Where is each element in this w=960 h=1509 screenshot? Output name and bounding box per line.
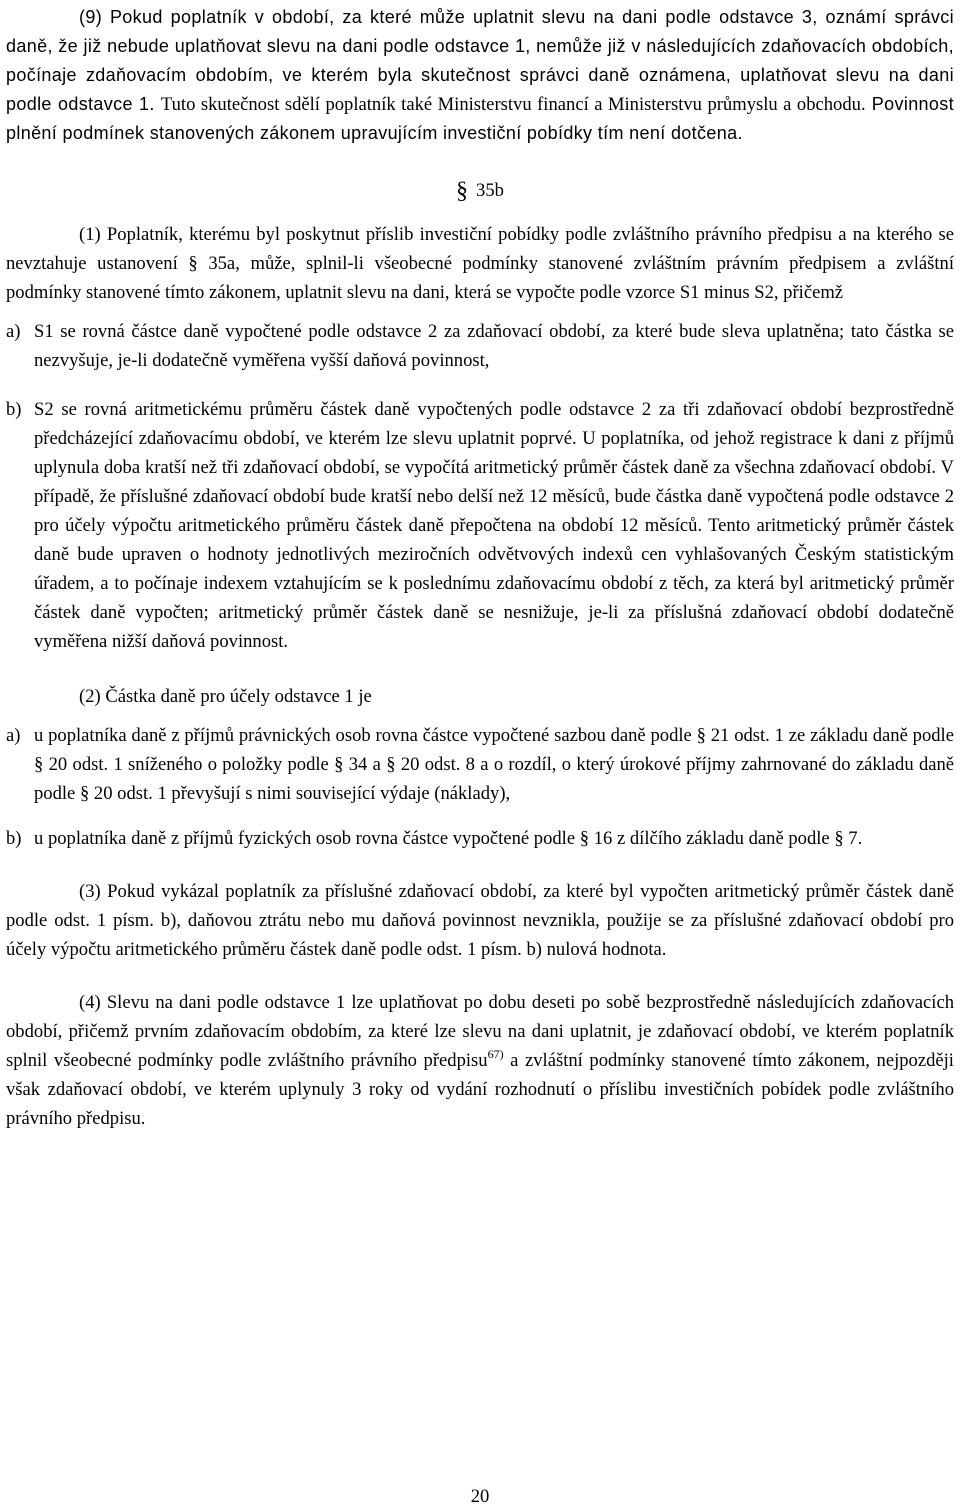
section-reference: § 35a <box>188 253 236 274</box>
paragraph-9 <box>6 3 954 148</box>
list-item <box>6 395 954 656</box>
paragraph-4 <box>6 988 954 1133</box>
section-reference: § 21 <box>696 725 730 746</box>
paragraph-3: (3) Pokud vykázal poplatník za příslušné zdaňovací období, za které byl vypočten aritmetický průměr částek daně podle odst. 1 písm. b), daňovou ztrátu nebo mu daňová povinnost nevznikla, použije se za příslušné zdaňovací období pro účely výpočtu aritmetického průměru částek daně podle odst. 1 písm. b) nulová hodnota. <box>6 881 954 960</box>
section-reference: § 16 <box>579 828 613 849</box>
list-item-text: S2 se rovná aritmetickému průměru částek daně vypočtených podle odstavce 2 za tři zdaňovací období bezprostředně předcházející zdaňovacímu období, ve kterém lze slevu uplatnit poprvé. U poplatníka, od jehož registrace k dani z příjmů uplynula doba kratší než tři zdaňovací období, se vypočítá aritmetický průměr částek daně za všechna zdaňovací období. V případě, že příslušné zdaňovací období bude kratší nebo delší než 12 měsíců, bude částka daně vypočtená podle odstavce 2 pro účely výpočtu aritmetického průměru částek daně přepočtena na období 12 měsíců. Tento aritmetický průměr částek daně bude upraven o hodnoty jednotlivých meziročních odvětvových indexů cen vyhlašovaných Českým statistickým úřadem, a to počínaje indexem vztahujícím se k poslednímu zdaňovacímu období z těch, za která byl aritmetický průměr částek daně vypočten; aritmetický průměr částek daně se nesnižuje, je-li za příslušná zdaňovací období dodatečně vyměřena nižší daňová povinnost. <box>34 399 954 652</box>
list-item-text: S1 se rovná částce daně vypočtené podle odstavce 2 za zdaňovací období, za které bude sleva uplatněna; tato částka se nezvyšuje, je-li dodatečně vyměřena vyšší daňová povinnost, <box>34 321 954 371</box>
paragraph-4-text-a: (4) Slevu na dani podle odstavce 1 lze uplatňovat po dobu deseti po sobě bezprostředně následujících zdaňovacích období, přičemž prvním zdaňovacím obdobím, za které lze slevu na dani uplatnit, je zdaňovací období, ve kterém poplatník splnil všeobecné podmínky podle zvláštního právního předpisu <box>6 992 954 1071</box>
list-item-text: u poplatníka daně z příjmů fyzických osob rovna částce vypočtené podle § 16 z dílčího základu daně podle § 7. <box>34 828 863 849</box>
paragraph-1-text-b: , může, splnil-li všeobecné podmínky stanovené zvláštním právním předpisem a zvláštní podmínky stanovené tímto zákonem, uplatnit slevu na dani, která se vypočte podle vzorce S1 minus S2, přičemž <box>6 253 955 303</box>
section-reference: § 7 <box>834 828 858 849</box>
paragraph-9-tail: Tuto skutečnost sdělí poplatník také Ministerstvu financí a Ministerstvu průmyslu a obchodu. <box>160 94 866 115</box>
list-item-label: a) <box>6 725 21 746</box>
list-item <box>6 721 954 808</box>
section-number: 35b <box>476 180 504 201</box>
paragraph-9-text: (9) Pokud poplatník v období, za které může uplatnit slevu na dani podle odstavce 3, oznámí správci daně, že již nebude uplatňovat slevu na dani podle odstavce 1, nemůže již v následujících zdaňovacích obdobích, počínaje zdaňovacím obdobím, ve kterém byla skutečnost správci daně oznámena, uplatňovat slevu na dani podle odstavce 1. <box>6 7 954 114</box>
paragraph-1-text-a: (1) Poplatník, kterému byl poskytnut příslib investiční pobídky podle zvláštního právního předpisu a na kterého se nevztahuje ustanovení <box>6 224 954 274</box>
list-item-label: b) <box>6 828 22 849</box>
list-item <box>6 824 954 853</box>
section-reference: § 20 <box>79 783 113 804</box>
section-reference: § 34 <box>334 754 368 775</box>
page-number: 20 <box>470 1486 490 1507</box>
paragraph-2-intro: (2) Částka daně pro účely odstavce 1 je <box>79 686 372 707</box>
section-heading <box>6 176 954 206</box>
list-item-text: u poplatníka daně z příjmů právnických osob rovna částce vypočtené sazbou daně podle § 21 odst. 1 ze základu daně podle § 20 odst. 1 sníženého o položky podle § 34 a § 20 odst. 8 a o rozdíl, o který úrokové příjmy zahrnované do základu daně podle § 20 odst. 1 převyšují s nimi související výdaje (náklady), <box>34 725 955 804</box>
list-item-label: b) <box>6 399 22 420</box>
footnote-reference: 67) <box>487 1047 504 1061</box>
section-reference: § 20 <box>34 754 68 775</box>
section-reference: § 20 <box>386 754 420 775</box>
paragraph-9-obligation: Povinnost plnění podmínek stanovených zákonem upravujícím investiční pobídky tím není dotčena. <box>6 94 954 143</box>
section-symbol: § <box>456 178 469 204</box>
paragraph-4-text-b: a zvláštní podmínky stanovené tímto zákonem, nejpozději však zdaňovací období, ve kterém uplynuly 3 roky od vydání rozhodnutí o příslibu investičních pobídek podle zvláštního právního předpisu. <box>6 1050 954 1129</box>
list-item <box>6 317 954 375</box>
list-item-label: a) <box>6 321 21 342</box>
paragraph-1 <box>6 220 954 307</box>
